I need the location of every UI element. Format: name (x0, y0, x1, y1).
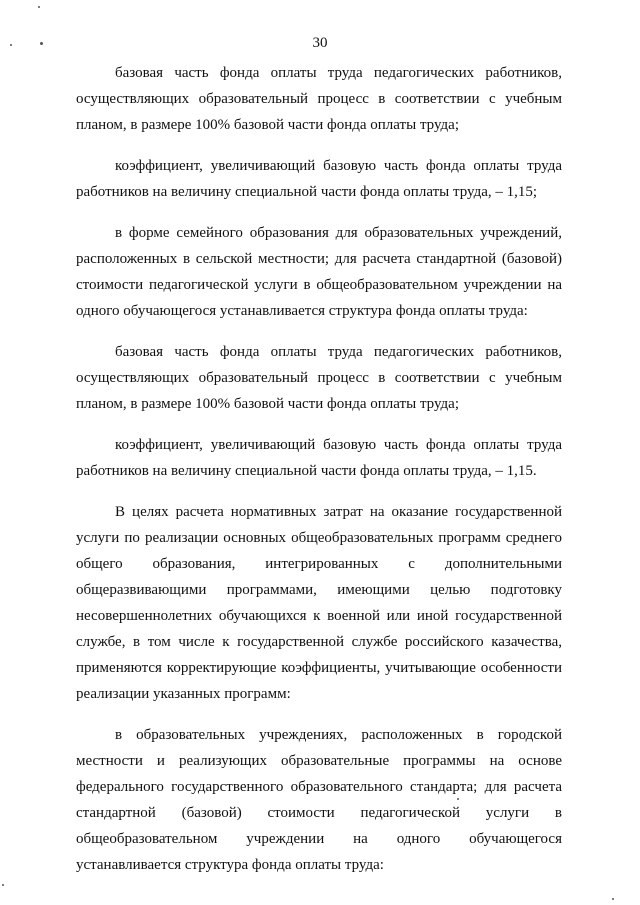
paragraph-5: коэффициент, увеличивающий базовую часть фонда оплаты труда работников на величину специальной части фонда оплаты труда, – 1,15. (76, 437, 562, 479)
document-body (76, 60, 562, 878)
scan-speck (38, 6, 40, 8)
paragraph-7: в образовательных учреждениях, расположенных в городской местности и реализующих образовательные программы на основе федерального государственного образовательного стандарта; для расчета стандартной (базовой) стоимости педагогической услуги в общеобразовательном учреждении на одного обучающегося устанавливается структура фонда оплаты труда: (76, 727, 562, 873)
scan-speck (40, 42, 43, 45)
page-number: 30 (312, 35, 328, 51)
scan-speck (10, 44, 12, 46)
scan-speck (457, 798, 459, 800)
scan-speck (612, 898, 614, 900)
scan-speck (2, 884, 4, 886)
paragraph-4: базовая часть фонда оплаты труда педагогических работников, осуществляющих образовательный процесс в соответствии с учебным планом, в размере 100% базовой части фонда оплаты труда; (76, 344, 562, 412)
paragraph-3: в форме семейного образования для образовательных учреждений, расположенных в сельской местности; для расчета стандартной (базовой) стоимости педагогической услуги в общеобразовательном учреждении на одного обучающегося устанавливается структура фонда оплаты труда: (76, 225, 562, 319)
paragraph-1: базовая часть фонда оплаты труда педагогических работников, осуществляющих образовательный процесс в соответствии с учебным планом, в размере 100% базовой части фонда оплаты труда; (76, 65, 562, 133)
paragraph-2: коэффициент, увеличивающий базовую часть фонда оплаты труда работников на величину специальной части фонда оплаты труда, – 1,15; (76, 158, 562, 200)
paragraph-6: В целях расчета нормативных затрат на оказание государственной услуги по реализации основных общеобразовательных программ среднего общего образования, интегрированных с дополнительными общеразвивающими программами, имеющими целью подготовку несовершеннолетних обучающихся к военной или иной государственной службе, в том числе к государственной службе российского казачества, применяются корректирующие коэффициенты, учитывающие особенности реализации указанных программ: (76, 504, 562, 702)
